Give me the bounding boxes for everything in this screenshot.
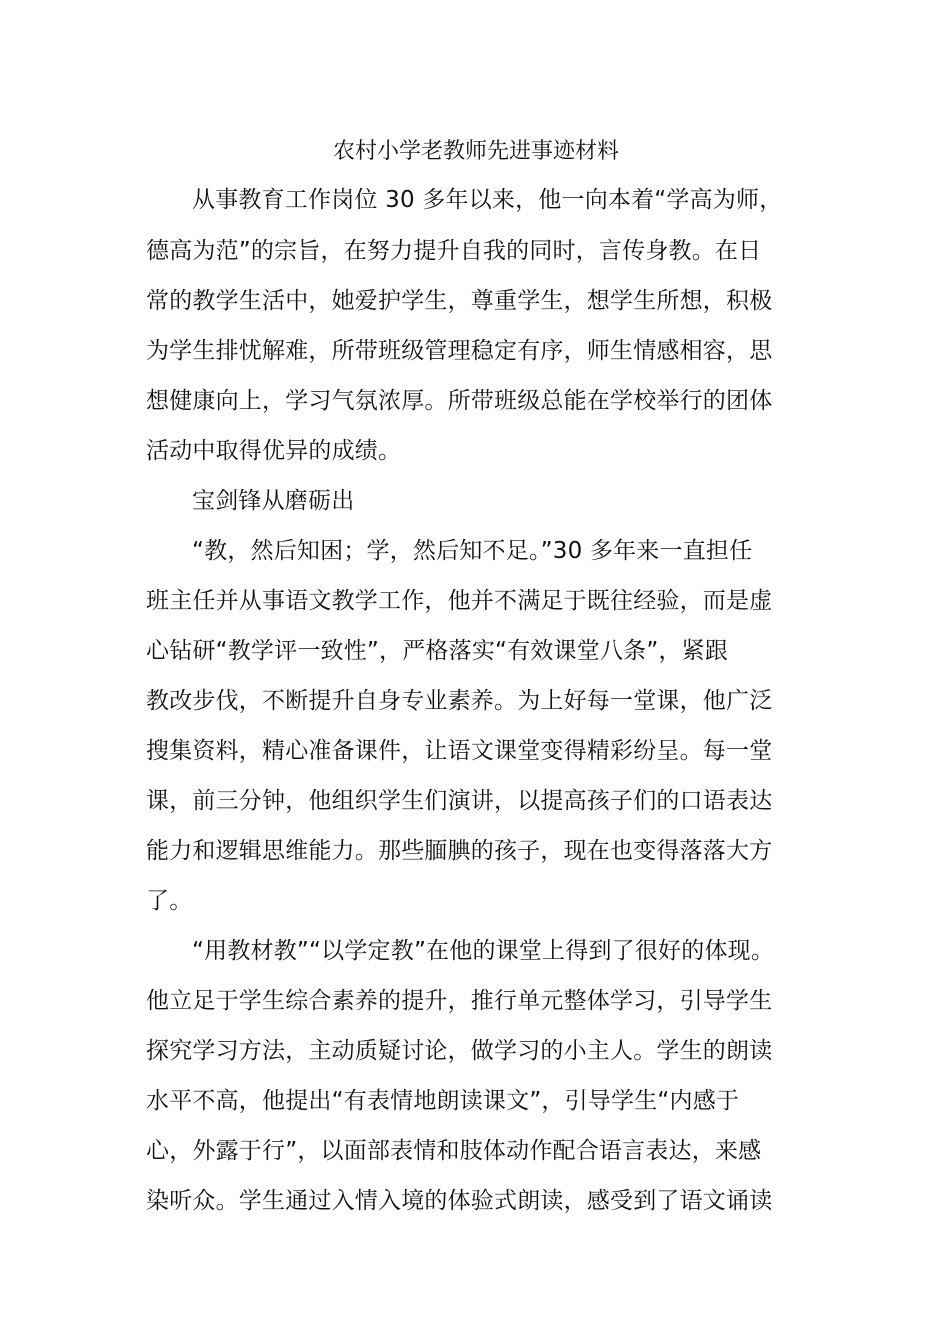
document-title: 农村小学老教师先进事迹材料 xyxy=(332,139,619,164)
body-line: 了。 xyxy=(146,888,193,914)
body-line: 想健康向上，学习气氛浓厚。所带班级总能在学校举行的团体 xyxy=(146,388,773,414)
body-line: 能力和逻辑思维能力。那些腼腆的孩子，现在也变得落落大方 xyxy=(146,838,773,864)
body-line: 德高为范”的宗旨，在努力提升自我的同时，言传身教。在日 xyxy=(146,238,762,264)
body-line: 班主任并从事语文教学工作，他并不满足于既往经验，而是虚 xyxy=(146,588,773,614)
body-line: 课，前三分钟，他组织学生们演讲，以提高孩子们的口语表达 xyxy=(146,788,773,814)
body-line: 搜集资料，精心准备课件，让语文课堂变得精彩纷呈。每一堂 xyxy=(146,738,773,764)
body-line: 从事教育工作岗位 30 多年以来，他一向本着“学高为师， xyxy=(192,187,783,213)
body-line: 心，外露于行”，以面部表情和肢体动作配合语言表达，来感 xyxy=(146,1138,762,1164)
section-heading: 宝剑锋从磨砺出 xyxy=(192,488,355,514)
body-line: 探究学习方法，主动质疑讨论，做学习的小主人。学生的朗读 xyxy=(146,1038,773,1064)
body-line: 水平不高，他提出“有表情地朗读课文”，引导学生“内感于 xyxy=(146,1088,740,1114)
body-line: 常的教学生活中，她爱护学生，尊重学生，想学生所想，积极 xyxy=(146,288,773,314)
body-line: 为学生排忧解难，所带班级管理稳定有序，师生情感相容，思 xyxy=(146,338,773,364)
body-line: “教，然后知困；学，然后知不足。”30 多年来一直担任 xyxy=(192,538,753,564)
body-line: 染听众。学生通过入情入境的体验式朗读，感受到了语文诵读 xyxy=(146,1188,773,1214)
body-line: 教改步伐，不断提升自身专业素养。为上好每一堂课，他广泛 xyxy=(146,688,773,714)
body-line: “用教材教”“以学定教”在他的课堂上得到了很好的体现。 xyxy=(192,938,775,964)
body-line: 活动中取得优异的成绩。 xyxy=(146,438,402,464)
body-line: 心钻研“教学评一致性”，严格落实“有效课堂八条”，紧跟 xyxy=(146,638,729,664)
body-line: 他立足于学生综合素养的提升，推行单元整体学习，引导学生 xyxy=(146,988,773,1014)
